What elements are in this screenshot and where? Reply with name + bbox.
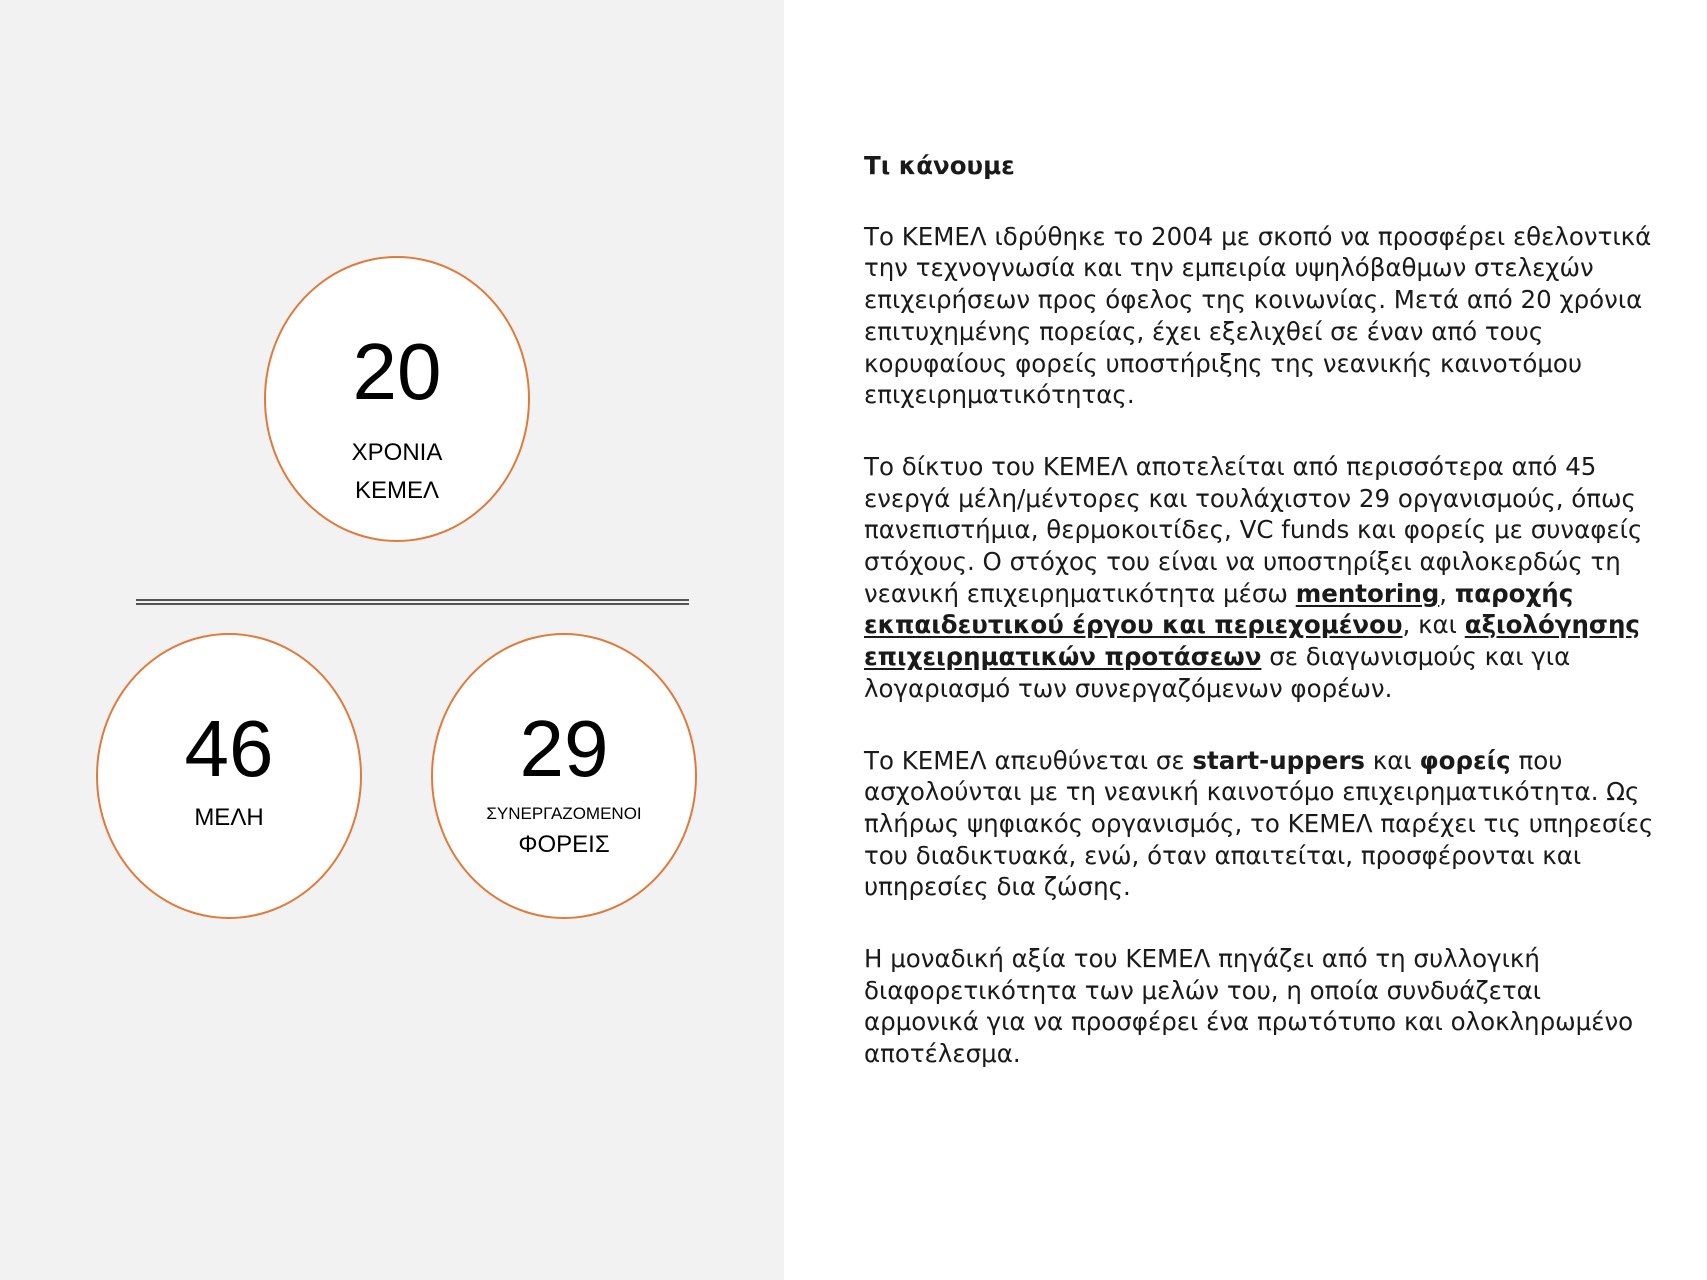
members-number: 46 xyxy=(184,704,274,793)
bold-foreis: φορείς xyxy=(1419,745,1511,775)
audience-part2: και xyxy=(1365,745,1420,775)
paragraph-value: Η μοναδική αξία του ΚΕΜΕΛ πηγάζει από τη συλλογική διαφορετικότητα των μελών του, η οποία συνδυάζεται αρμονικά για να προσφέρει ένα πρωτότυπο και ολοκληρωμένο αποτέλεσμα. xyxy=(864,944,1634,1069)
link-mentoring[interactable]: mentoring xyxy=(1295,578,1440,608)
members-label: ΜΕΛΗ xyxy=(194,804,264,831)
audience-part1: Το ΚΕΜΕΛ απευθύνεται σε xyxy=(864,745,1193,775)
network-sep1: , xyxy=(1439,578,1455,608)
divider-line xyxy=(136,599,689,605)
partners-label-line1: ΣΥΝΕΡΓΑΖΟΜΕΝΟΙ xyxy=(486,804,642,823)
paragraph-network xyxy=(864,451,1654,705)
stat-circle-years xyxy=(264,256,530,542)
network-sep2: , και xyxy=(1402,610,1465,640)
network-intro: Το δίκτυο του ΚΕΜΕΛ αποτελείται από περισσότερα από 45 ενεργά μέλη/μέντορες και τουλάχιστον 29 οργανισμούς, όπως πανεπιστήμια, θερμοκοιτίδες, VC funds και φορείς με συναφείς στόχους. Ο στόχος του είναι να υποστηρίξει αφιλοκερδώς τη νεανική επιχειρηματικότητα μέσω xyxy=(864,451,1643,608)
network-outro: σε διαγωνισμούς και για λογαριασμό των συνεργαζόμενων φορέων. xyxy=(864,642,1571,703)
stat-circle-partners xyxy=(431,633,697,919)
years-label-line2: ΚΕΜΕΛ xyxy=(354,477,440,504)
about-section xyxy=(864,150,1654,1110)
stat-circle-members xyxy=(96,633,362,919)
bold-start-uppers: start-uppers xyxy=(1192,745,1365,775)
years-number: 20 xyxy=(352,327,442,416)
partners-label-line2: ΦΟΡΕΙΣ xyxy=(518,831,610,858)
link-evaluation[interactable]: αξιολόγησης επιχειρηματικών προτάσεων xyxy=(864,610,1640,672)
partners-number: 29 xyxy=(519,704,609,793)
bold-paroxis: παροχής xyxy=(1454,578,1574,608)
section-heading: Τι κάνουμε xyxy=(864,151,1015,180)
years-label xyxy=(266,434,528,510)
paragraph-founding: Το ΚΕΜΕΛ ιδρύθηκε το 2004 με σκοπό να προσφέρει εθελοντικά την τεχνογνωσία και την εμπειρία υψηλόβαθμων στελεχών επιχειρήσεων προς όφελος της κοινωνίας. Μετά από 20 χρόνια επιτυχημένης πορείας, έχει εξελιχθεί σε έναν από τους κορυφαίους φορείς υποστήριξης της νεανικής καινοτόμου επιχειρηματικότητας. xyxy=(864,221,1652,410)
audience-part3: που ασχολούνται με τη νεανική καινοτόμο επιχειρηματικότητα. Ως πλήρως ψηφιακός οργανισμός, το ΚΕΜΕΛ παρέχει τις υπηρεσίες του διαδικτυακά, ενώ, όταν απαιτείται, προσφέρονται και υπηρεσίες δια ζώσης. xyxy=(864,745,1654,902)
stats-panel xyxy=(0,0,784,1280)
years-label-line1: ΧΡΟΝΙΑ xyxy=(351,439,443,466)
paragraph-audience xyxy=(864,745,1654,904)
link-training-content[interactable]: εκπαιδευτικού έργου και περιεχομένου xyxy=(864,610,1403,640)
